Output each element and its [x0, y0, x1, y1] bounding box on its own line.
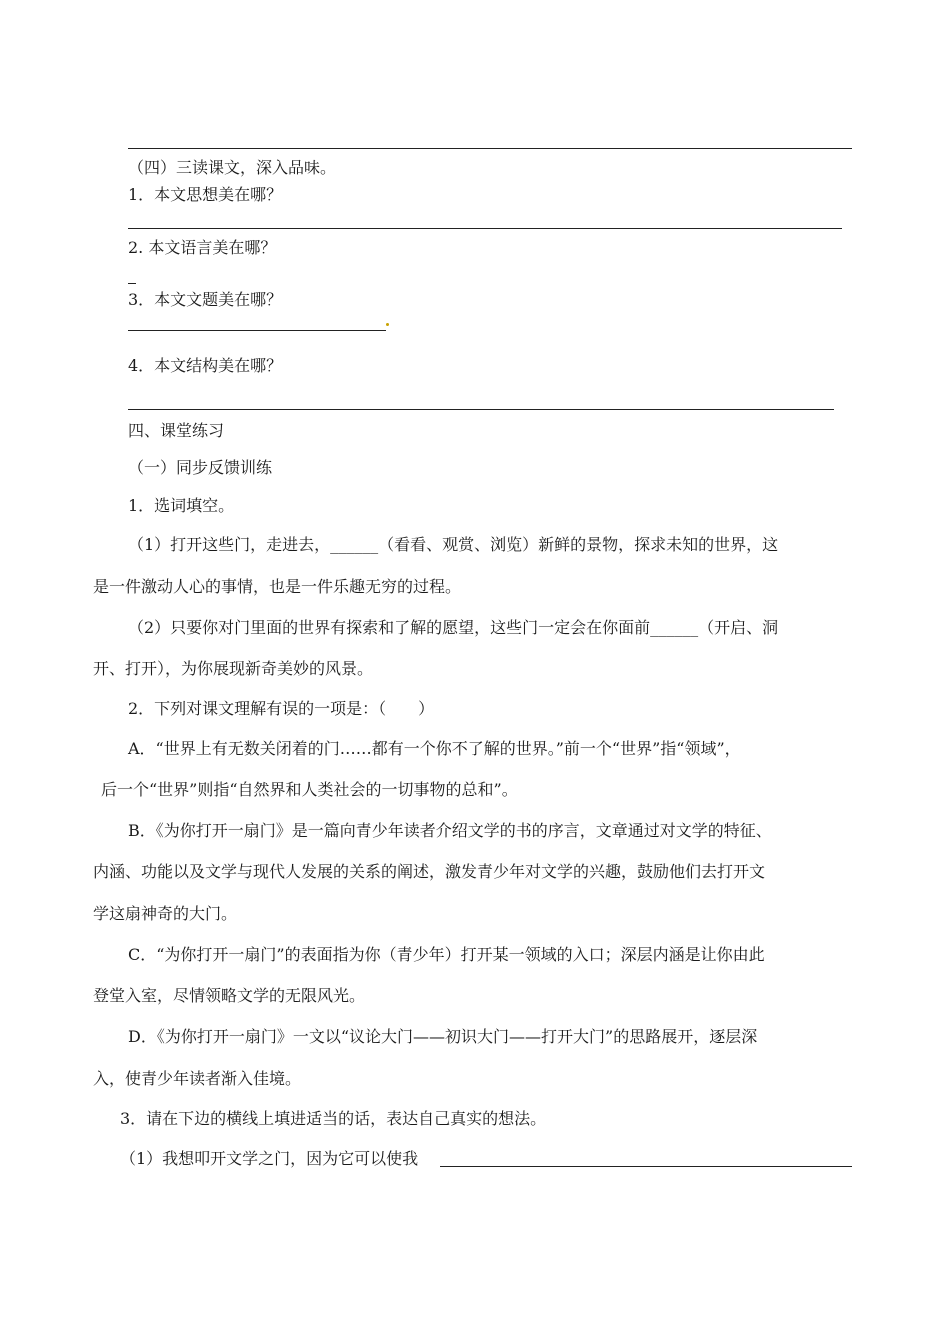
option-b-line-1: B．《为你打开一扇门》是一篇向青少年读者介绍文学的书的序言，文章通过对文学的特征、: [128, 821, 772, 840]
question-1: 1．本文思想美在哪？: [128, 185, 283, 204]
exercise-1-item-2-line-2: 开、打开），为你展现新奇美妙的风景。: [93, 659, 374, 678]
question-4: 4．本文结构美在哪？: [128, 356, 283, 375]
option-b-line-2: 内涵、功能以及文学与现代人发展的关系的阐述，激发青少年对文学的兴趣，鼓励他们去打开文: [93, 862, 766, 881]
answer-line-top[interactable]: [128, 148, 852, 149]
answer-line-q1[interactable]: [128, 228, 842, 229]
sync-heading: （一）同步反馈训练: [128, 458, 273, 477]
answer-line-q4[interactable]: [128, 409, 834, 410]
exercise-1-item-1-line-2: 是一件激动人心的事情，也是一件乐趣无穷的过程。: [93, 577, 462, 596]
exercise-3-title: 3．请在下边的横线上填进适当的话，表达自己真实的想法。: [120, 1109, 547, 1128]
option-c-line-2: 登堂入室，尽情领略文学的无限风光。: [93, 986, 366, 1005]
answer-line-q2[interactable]: [128, 283, 136, 284]
answer-line-q3[interactable]: [128, 330, 386, 331]
question-3: 3．本文文题美在哪？: [128, 290, 283, 309]
exercise-1-item-1-line-1: （1）打开这些门，走进去，______（看看、观赏、浏览）新鲜的景物，探求未知的世界，这: [128, 535, 779, 554]
exercise-1-item-2-line-1: （2）只要你对门里面的世界有探索和了解的愿望，这些门一定会在你面前______（开启、洞: [128, 618, 779, 637]
practice-heading: 四、课堂练习: [128, 421, 225, 440]
option-d-line-1: D．《为你打开一扇门》一文以“议论大门——初识大门——打开大门”的思路展开，逐层深: [128, 1027, 758, 1046]
option-d-line-2: 入，使青少年读者渐入佳境。: [93, 1069, 302, 1088]
exercise-2-title: 2．下列对课文理解有误的一项是：（ ）: [128, 699, 435, 718]
exercise-1-title: 1．选词填空。: [128, 496, 235, 515]
option-a-line-1: A．“世界上有无数关闭着的门……都有一个你不了解的世界。”前一个“世界”指“领域”，: [128, 739, 741, 758]
option-c-line-1: C．“为你打开一扇门”的表面指为你（青少年）打开某一领域的入口；深层内涵是让你由此: [128, 945, 765, 964]
section-heading: （四）三读课文，深入品味。: [128, 158, 337, 177]
exercise-3-item-1: （1）我想叩开文学之门，因为它可以使我: [120, 1149, 419, 1168]
question-2: 2. 本文语言美在哪？: [128, 238, 277, 257]
option-a-line-2: 后一个“世界”则指“自然界和人类社会的一切事物的总和”。: [101, 780, 518, 799]
option-b-line-3: 学这扇神奇的大门。: [93, 904, 238, 923]
answer-line-ex3-1[interactable]: [440, 1166, 852, 1167]
ink-speck: [386, 323, 389, 326]
